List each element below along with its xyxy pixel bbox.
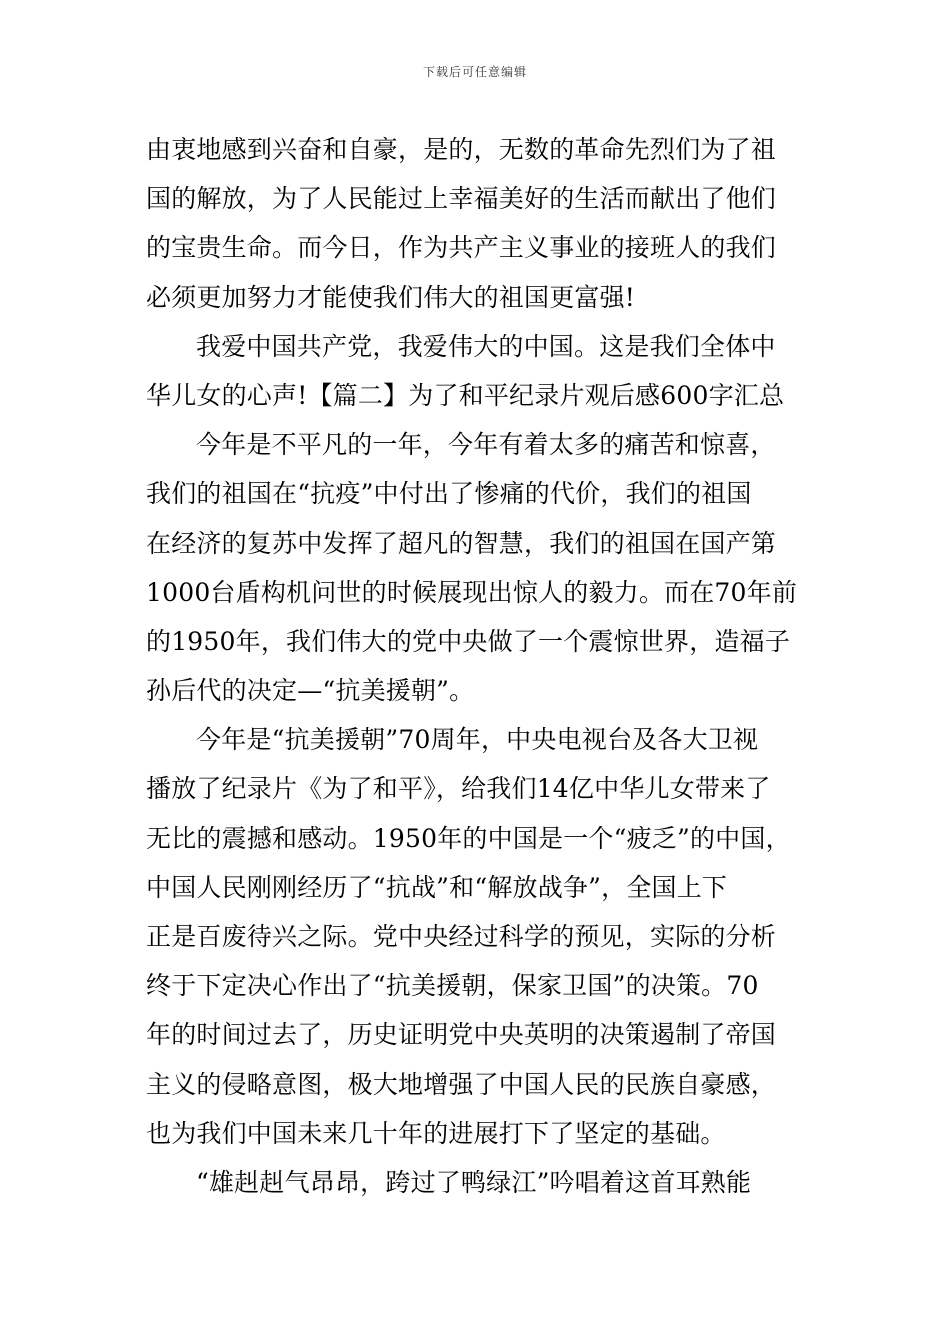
text-line: 终于下定决心作出了“抗美援朝，保家卫国”的决策。70 [146, 971, 759, 1001]
text-line: 主义的侵略意图，极大地增强了中国人民的民族自豪感， [146, 1069, 777, 1099]
text-line: 播放了纪录片《为了和平》，给我们14亿中华儿女带来了 [146, 774, 771, 804]
text-line: 的1950年，我们伟大的党中央做了一个震惊世界，造福子 [146, 626, 791, 656]
paragraph-start-line: “雄赳赳气昂昂，跨过了鸭绿江”吟唱着这首耳熟能 [196, 1167, 752, 1197]
text-line: 也为我们中国未来几十年的进展打下了坚定的基础。 [146, 1118, 726, 1148]
paragraph-start-line: 我爱中国共产党，我爱伟大的中国。这是我们全体中 [196, 331, 776, 361]
text-line: 1000台盾构机问世的时候展现出惊人的毅力。而在70年前 [146, 577, 798, 607]
text-line: 在经济的复苏中发挥了超凡的智慧，我们的祖国在国产第 [146, 528, 777, 558]
text-line: 年的时间过去了，历史证明党中央英明的决策遏制了帝国 [146, 1020, 777, 1050]
text-line: 华儿女的心声!【篇二】为了和平纪录片观后感600字汇总 [146, 380, 785, 410]
paragraph-start-line: 今年是不平凡的一年，今年有着太多的痛苦和惊喜， [196, 430, 776, 460]
text-line: 孙后代的决定—“抗美援朝”。 [146, 676, 475, 706]
text-line: 由衷地感到兴奋和自豪，是的，无数的革命先烈们为了祖 [146, 135, 777, 164]
page-header: 下载后可任意编辑 [422, 65, 527, 79]
text-line: 的宝贵生命。而今日，作为共产主义事业的接班人的我们 [146, 233, 777, 263]
text-line: 正是百废待兴之际。党中央经过科学的预见，实际的分析 [146, 922, 777, 951]
paragraph-start-line: 今年是“抗美援朝”70周年，中央电视台及各大卫视 [196, 725, 759, 755]
text-line: 中国人民刚刚经历了“抗战”和“解放战争”，全国上下 [146, 872, 728, 902]
text-line: 我们的祖国在“抗疫”中付出了惨痛的代价，我们的祖国 [146, 479, 752, 509]
text-line: 国的解放，为了人民能过上幸福美好的生活而献出了他们 [146, 184, 777, 214]
document-body [146, 125, 826, 1207]
text-line: 必须更加努力才能使我们伟大的祖国更富强! [146, 282, 636, 312]
text-line: 无比的震撼和感动。1950年的中国是一个“疲乏”的中国， [146, 823, 791, 853]
